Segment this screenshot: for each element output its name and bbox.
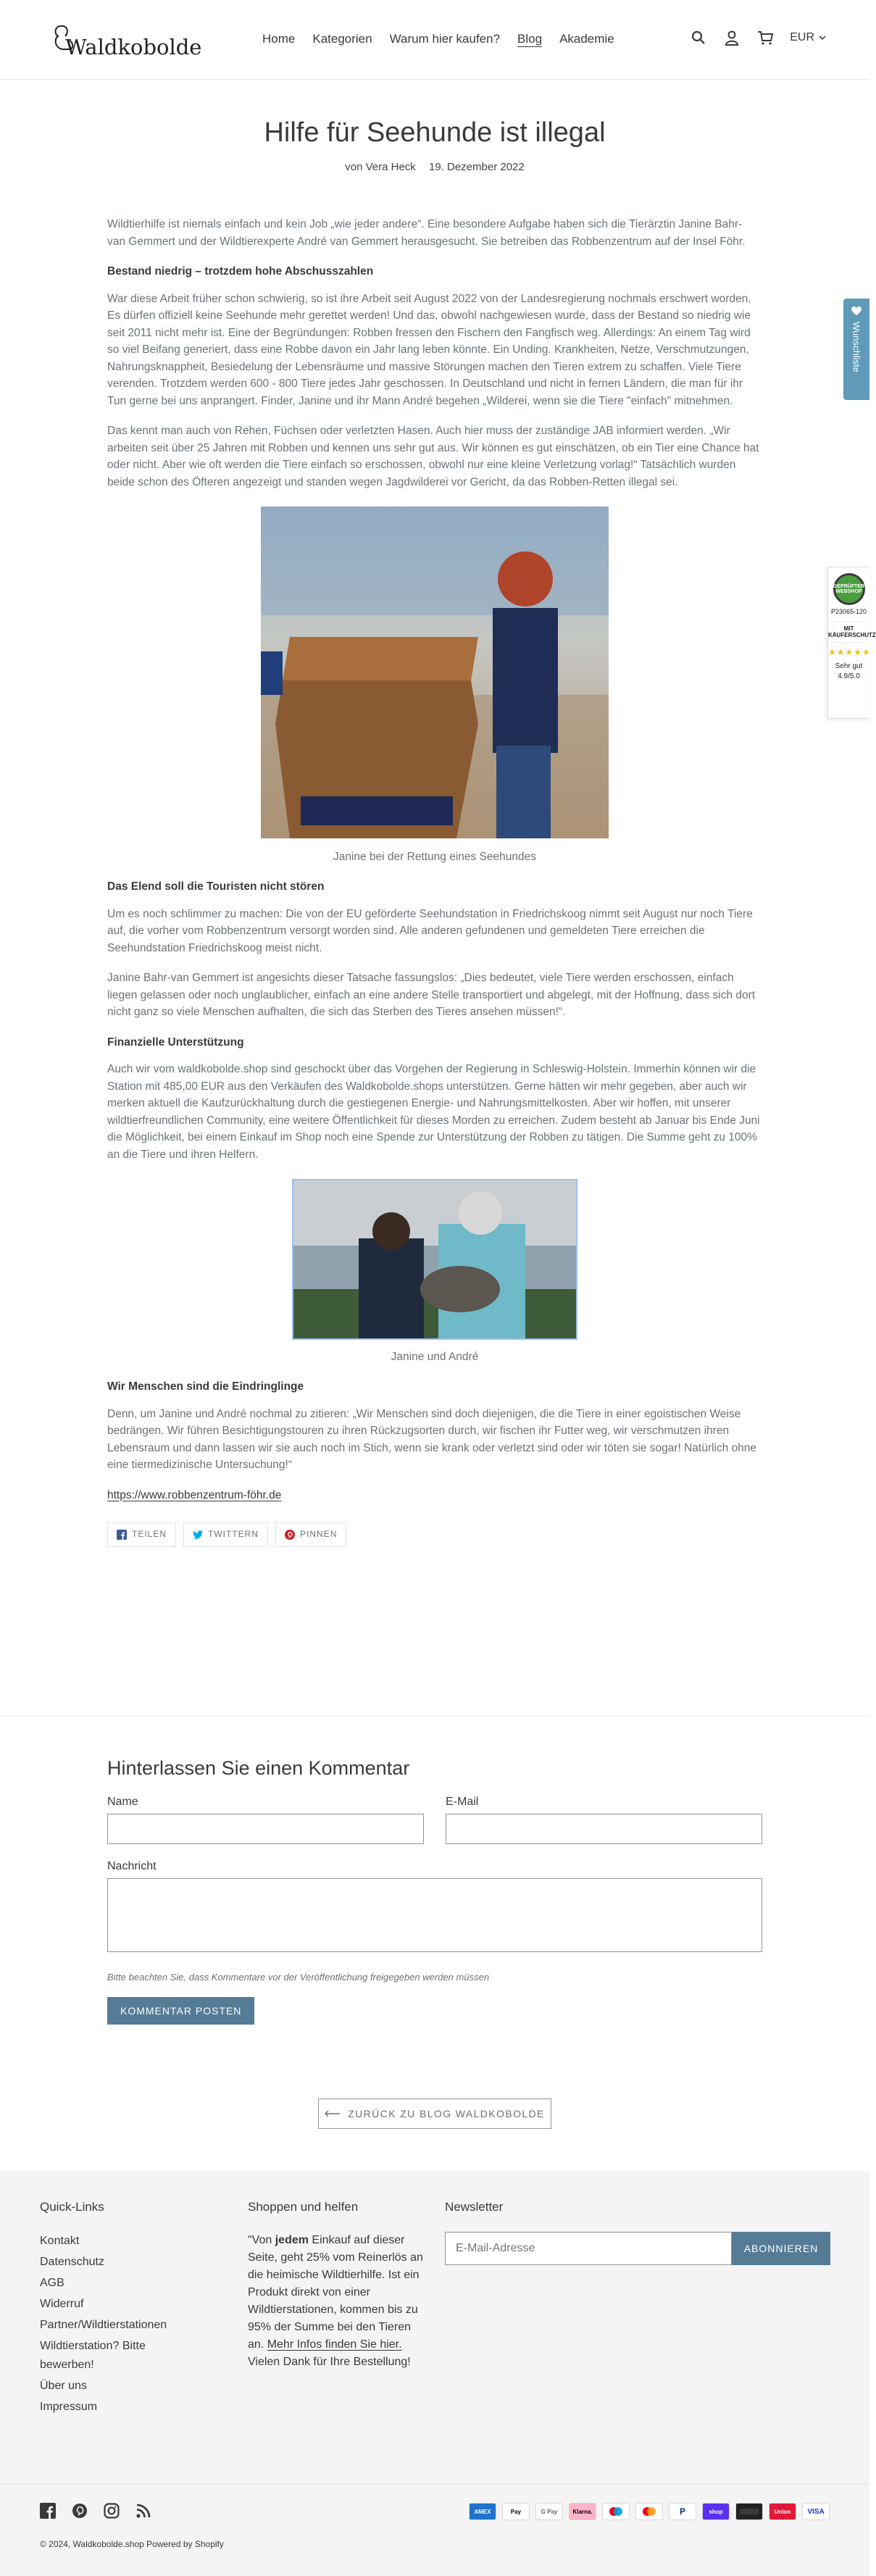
- article-paragraph: Um es noch schlimmer zu machen: Die von der EU geförderte Seehundstation in Friedrichskoog nimmt seit August nur noch Tiere auf, die vorher vom Robbenzentrum versorgt worden sind. Alle anderen gefundenen und gemeldeten Tiere erreichen die Seehundstation Friedrichskoog meist nicht.: [107, 907, 753, 954]
- nav-warum-hier-kaufen[interactable]: Warum hier kaufen?: [389, 32, 501, 46]
- comment-form: [107, 1757, 762, 2025]
- header-icons: [690, 29, 826, 46]
- post-comment-button[interactable]: KOMMENTAR POSTEN: [107, 1997, 254, 2025]
- footer-divider: [0, 2484, 869, 2485]
- comment-fields-row: [107, 1796, 762, 1844]
- nav-blog[interactable]: Blog: [517, 32, 543, 46]
- currency-value: EUR: [790, 31, 814, 43]
- email-input[interactable]: [446, 1814, 762, 1844]
- site-footer: [0, 2171, 869, 2576]
- quicklinks-list: [40, 2232, 185, 2417]
- klarna-icon: Klarna.: [569, 2503, 596, 2520]
- article-paragraph: Janine Bahr-van Gemmert ist angesichts dieser Tatsache fassungslos: „Dies bedeutet, viele Tiere werden erschossen, einfach liegen gelassen oder noch unglaublicher, einfach an eine andere Stelle transportiert und abgelegt, mit der Hoffnung, dass sich dort nicht ganz so viele Menschen aufhalten, die sich das Sterben des Tieres ansehen müssen!“.: [107, 972, 756, 1018]
- article-paragraph: Das kennt man auch von Rehen, Füchsen oder verletzten Hasen. Auch hier muss der zuständige JAB informiert werden. „Wir arbeiten seit über 25 Jahren mit Robben und kennen uns sehr gut aus. Wir können es gut einschätzen, ob ein Tier eine Chance hat oder nicht. Aber wie oft werden die Tiere einfach so erschossen, obwohl nur eine kleine Verletzung vorlag!“ Tatsächlich wurden beide schon des Öfteren angezeigt und standen wegen Jagdwilderei vor Gericht, da das Robben-Retten illegal sei.: [107, 425, 759, 488]
- unionpay-icon: Union: [769, 2503, 796, 2520]
- account-icon[interactable]: [723, 29, 741, 46]
- newsletter-form: [445, 2232, 830, 2265]
- name-field-group: [107, 1796, 424, 1844]
- share-label: TWITTERN: [208, 1529, 259, 1540]
- footer-link-datenschutz[interactable]: Datenschutz: [40, 2256, 104, 2268]
- nav-kategorien[interactable]: Kategorien: [312, 32, 372, 46]
- amex-icon: AMEX: [469, 2503, 496, 2520]
- chevron-down-icon: [819, 36, 826, 40]
- footer-shop-info: [248, 2200, 427, 2371]
- article-title: Hilfe für Seehunde ist illegal: [264, 117, 606, 148]
- section-heading: Bestand niedrig – trotzdem hohe Abschusszahlen: [107, 265, 374, 278]
- subscribe-button[interactable]: ABONNIEREN: [732, 2232, 830, 2265]
- logo-text: Waldkobolde: [65, 35, 202, 59]
- robbenzentrum-link[interactable]: https://www.robbenzentrum-föhr.de: [107, 1488, 282, 1501]
- back-to-blog-button[interactable]: [318, 2098, 551, 2129]
- trust-badge[interactable]: [827, 567, 876, 719]
- arrow-left-icon: [325, 2110, 341, 2117]
- visa-icon: VISA: [802, 2503, 830, 2520]
- photo-janine-andre: [292, 1179, 577, 1340]
- share-twitter-button[interactable]: [183, 1522, 268, 1547]
- shop-info-text: [248, 2232, 427, 2371]
- photo-seal-rescue: [261, 507, 609, 838]
- trust-score: 4.9/5.0: [838, 672, 860, 680]
- wishlist-tab[interactable]: [843, 299, 869, 400]
- star-rating-icon: ★★★★★: [828, 647, 871, 657]
- article-meta: [0, 161, 869, 173]
- footer-link-partner[interactable]: Partner/Wildtierstationen: [40, 2319, 167, 2331]
- footer-link-kontakt[interactable]: Kontakt: [40, 2235, 80, 2247]
- share-buttons: [107, 1522, 762, 1547]
- mastercard-icon: [635, 2503, 663, 2520]
- wishlist-label: Wunschliste: [851, 322, 862, 372]
- instagram-icon[interactable]: [104, 2503, 121, 2520]
- article-paragraph: Auch wir vom waldkobolde.shop sind geschockt über das Vorgehen der Regierung in Schleswig-Holstein. Immerhin können wir die Station mit 485,00 EUR aus den Verkäufen des Waldkobolde.shops unterstützen. Gerne hätten wir mehr gegeben, aber auch wir merken aktuell die Kaufzurückhaltung durch die gestiegenen Energie- und Nahrungsmittelkosten. Aber wir hoffen, mit unserer wildtierfreundlichen Community, eine weitere Öffentlichkeit für dieses Morden zu erreichen. Zudem besteht ab Januar bis Ende Juni die Möglichkeit, bei einem Einkauf im Shop noch eine Spende zur Unterstützung der Robben zu tätigen. Die Summe geht zu 100% an die Tiere und ihren Helfern.: [107, 1063, 760, 1161]
- apple-pay-icon: Pay: [502, 2503, 530, 2520]
- footer-newsletter: [445, 2200, 830, 2265]
- comment-section: [0, 1716, 869, 2122]
- article-paragraph: Denn, um Janine und André nochmal zu zitieren: „Wir Menschen sind doch diejenigen, die die Tiere in einer egoistischen Weise bedrängen. Wir führen Besichtigungstouren zu ihren Rückzugsorten durch, wir fischen ihr Futter weg, wir verschmutzen ihren Lebensraum und dann lassen wir sie auch noch im Stich, wenn sie krank oder verletzt sind oder wir töten sie sogar! Natürlich ohne eine tiermedizinische Untersuchung!“: [107, 1407, 757, 1471]
- shop-pay-icon: shop: [702, 2503, 730, 2520]
- sofort-icon: [735, 2503, 763, 2520]
- footer-link-ueber-uns[interactable]: Über uns: [40, 2380, 87, 2392]
- share-label: PINNEN: [300, 1529, 338, 1540]
- paypal-icon: P: [669, 2503, 696, 2520]
- message-textarea[interactable]: [107, 1878, 762, 1952]
- site-header: [0, 0, 869, 80]
- footer-quicklinks: [40, 2200, 185, 2419]
- email-label: E-Mail: [446, 1796, 479, 1808]
- footer-heading: Newsletter: [445, 2200, 504, 2214]
- trust-label: MIT KÄUFERSCHUTZ: [828, 621, 869, 643]
- section-heading: Finanzielle Unterstützung: [107, 1035, 244, 1049]
- payment-icons: [469, 2503, 830, 2520]
- nav-home[interactable]: Home: [262, 32, 296, 46]
- message-field-group: [107, 1860, 762, 1956]
- article-date: 19. Dezember 2022: [428, 161, 525, 173]
- pinterest-icon: [285, 1530, 295, 1540]
- footer-link-impressum[interactable]: Impressum: [40, 2401, 98, 2413]
- section-heading: Wir Menschen sind die Eindringlinge: [107, 1380, 304, 1393]
- twitter-icon: [193, 1530, 203, 1539]
- footer-link-agb[interactable]: AGB: [40, 2277, 64, 2289]
- figure-rescue: [107, 507, 762, 844]
- google-pay-icon: G Pay: [535, 2503, 563, 2520]
- logo[interactable]: [51, 22, 217, 59]
- section-heading: Das Elend soll die Touristen nicht stören: [107, 880, 325, 893]
- article-paragraph: War diese Arbeit früher schon schwierig, so ist ihre Arbeit seit August 2022 von der Landesregierung nochmals erschwert worden. Es dürfen offiziell keine Seehunde mehr gerettet werden! Und das, obwohl nachgewiesen wurde, dass der Bestand so niedrig wie seit 2011 nicht mehr ist. Eine der Begründungen: Robben fressen den Fischern den Fangfisch weg. Allerdings: An einem Tag wird so viel Beifang generiert, dass eine Robbe davon ein Jahr lang leben könnte. Ein Unding. Krankheiten, Netze, Verschmutzungen, Nahrungsknappheit, Besiedelung der Lebensräume und massive Störungen machen den Tieren extrem zu schaffen. Viele Tiere verenden. Trotzdem werden 600 - 800 Tiere jedes Jahr geschossen. In Deutschland und nicht in fernen Ländern, die man für ihr Tun gerne bei uns anprangert. Finder, Janine und ihr Mann André begehen „Wilderei, wenn sie die Tiere "einfach" mitnehmen.: [107, 292, 751, 407]
- name-label: Name: [107, 1796, 138, 1808]
- copyright: © 2024, Waldkobolde.shop Powered by Shopify: [40, 2539, 224, 2549]
- name-input[interactable]: [107, 1814, 424, 1844]
- nav-akademie[interactable]: Akademie: [559, 32, 614, 46]
- footer-heading: Shoppen und helfen: [248, 2200, 359, 2214]
- trust-seal-icon: GEPRÜFTER WEBSHOP: [833, 573, 865, 605]
- facebook-icon[interactable]: [40, 2503, 57, 2520]
- main-nav: [262, 32, 632, 46]
- figure-janine-andre: [107, 1179, 762, 1344]
- article-author: von Vera Heck: [345, 161, 416, 173]
- search-icon[interactable]: [690, 29, 707, 46]
- share-pinterest-button[interactable]: [275, 1522, 346, 1547]
- shop-text-bold: jedem: [275, 2234, 309, 2246]
- social-links: [40, 2503, 153, 2520]
- shop-text-part: Einkauf auf dieser Seite, geht 25% vom Reinerlös an die heimische Wildtierhilfe. Ist ein Produkt direkt von einer Wildtierstationen, kommen bis zu 95% der Summe bei den Tieren an.: [248, 2234, 423, 2351]
- currency-selector[interactable]: [790, 31, 826, 44]
- pinterest-icon[interactable]: [72, 2503, 89, 2520]
- share-label: TEILEN: [132, 1529, 167, 1540]
- facebook-icon: [117, 1530, 127, 1540]
- shop-text-part: Vielen Dank für Ihre Bestellung!: [248, 2356, 411, 2368]
- back-to-blog-label: ZURÜCK ZU BLOG WALDKOBOLDE: [348, 2108, 545, 2119]
- moderation-note: Bitte beachten Sie, dass Kommentare vor der Veröffentlichung freigegeben werden müssen: [107, 1972, 490, 1983]
- message-label: Nachricht: [107, 1860, 157, 1872]
- trust-number: P23065-120: [830, 608, 867, 615]
- rss-icon[interactable]: [135, 2503, 153, 2520]
- comment-title: Hinterlassen Sie einen Kommentar: [107, 1757, 410, 1779]
- share-facebook-button[interactable]: [107, 1522, 176, 1547]
- figure-caption: Janine bei der Rettung eines Seehundes: [333, 850, 537, 863]
- cart-icon[interactable]: [756, 29, 774, 46]
- figure-caption: Janine und André: [391, 1350, 479, 1363]
- shop-text-part: "Von: [248, 2234, 275, 2246]
- email-field-group: [446, 1796, 762, 1844]
- maestro-icon: [602, 2503, 630, 2520]
- footer-heading: Quick-Links: [40, 2200, 104, 2214]
- more-info-link[interactable]: Mehr Infos finden Sie hier.: [267, 2338, 402, 2351]
- article-intro: Wildtierhilfe ist niemals einfach und kein Job „wie jeder andere“. Eine besondere Aufgabe haben sich die Tierärztin Janine Bahr- van Gemmert und der Wildtierexperte André van Gemmert herausgesucht. Sie betreiben das Robbenzentrum auf der Insel Föhr.: [107, 218, 746, 248]
- footer-link-widerruf[interactable]: Widerruf: [40, 2298, 84, 2310]
- heart-icon: [851, 306, 862, 316]
- article-body: [107, 216, 762, 1547]
- footer-link-bewerben[interactable]: Wildtierstation? Bitte bewerben!: [40, 2340, 146, 2371]
- newsletter-email-input[interactable]: [445, 2232, 732, 2265]
- trust-rating-word: Sehr gut: [835, 662, 863, 670]
